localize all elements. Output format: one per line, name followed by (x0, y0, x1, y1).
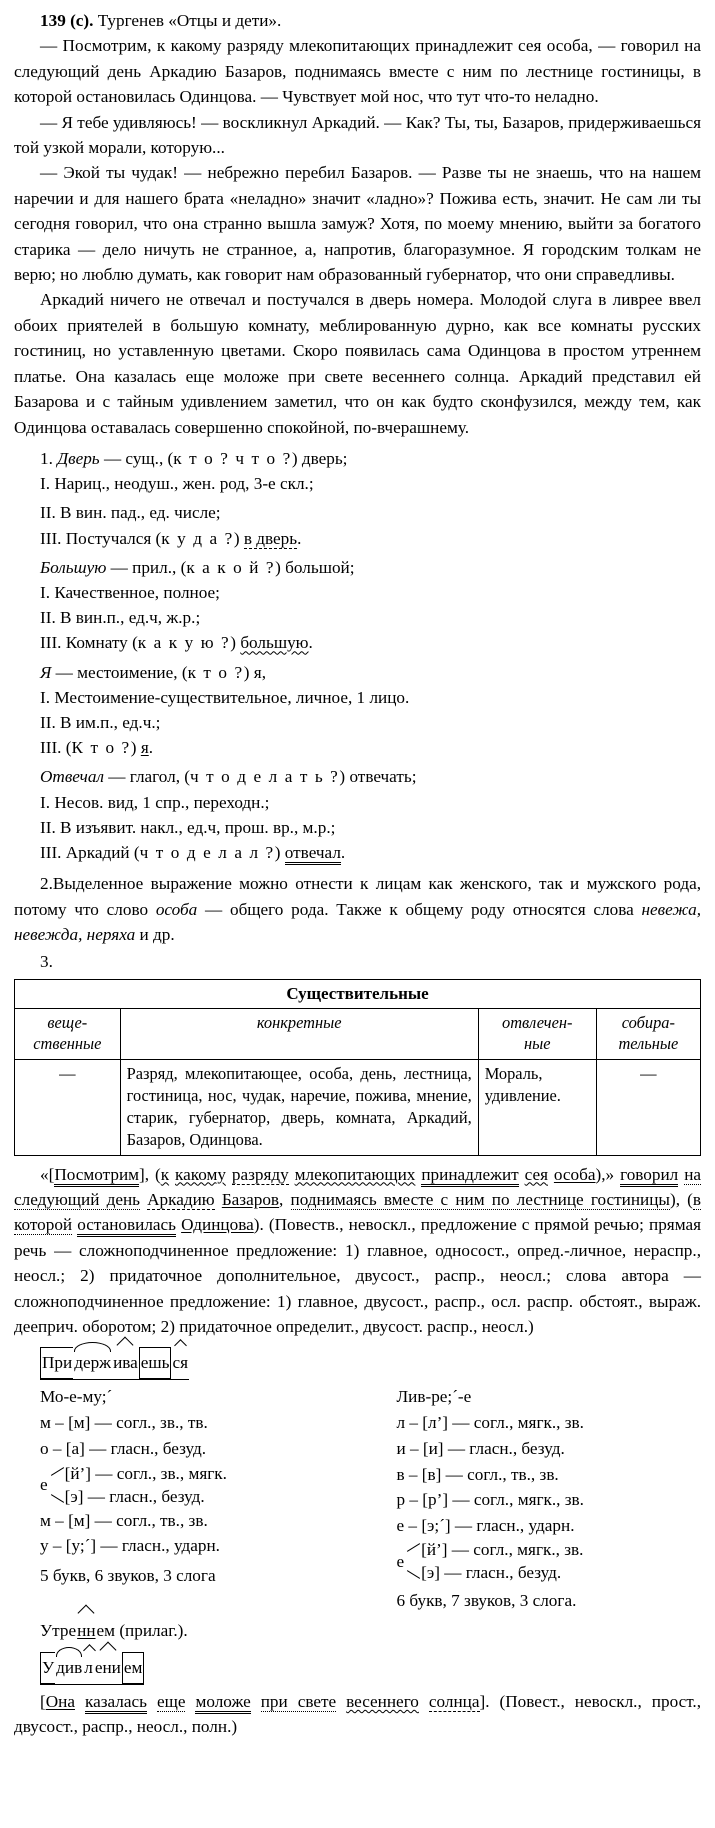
syntax-w-govoril: говорил (620, 1165, 678, 1187)
morph-head-ya (14, 660, 701, 685)
phonetic-branch-right (397, 1538, 584, 1584)
morph-syntax-prefix-ya: III. ( (40, 738, 72, 758)
phonetic-branch-bottom-left: [э] — гласн., безуд. (64, 1486, 205, 1506)
task-1-marker: 1. (40, 448, 53, 468)
morph-syntax-member-bolshuyu: большую (240, 633, 309, 653)
morpheme-tail-utrennem: ем (прилаг.). (96, 1620, 188, 1640)
morph-question-ya: к т о ? (187, 662, 244, 682)
morpheme-word-2 (40, 1616, 188, 1646)
syntax-w-podnimayas: поднимаясь вместе с ним по лестнице гостиницы (290, 1189, 670, 1209)
syntax-predicate-posmotrim: Посмотрим (54, 1165, 139, 1187)
morph-line-ya-II: II. В им.п., ед.ч.; (40, 712, 161, 732)
morpheme-ending: ешь (139, 1347, 172, 1379)
morph-syntax-mid-dver: ) (233, 528, 244, 548)
syntax-open-quote: « (40, 1164, 49, 1184)
morph-question-bolshuyu: к а к о й ? (186, 557, 276, 577)
morpheme-root: держ (73, 1348, 112, 1378)
morpheme-diagram-udivleniem (14, 1652, 701, 1685)
phonetic-branch-left (40, 1462, 227, 1508)
morpheme-word-3 (40, 1652, 144, 1685)
morpheme-root-div: див (55, 1653, 83, 1683)
morph-line-dver-III (14, 526, 701, 551)
phonetic-branch-top-right: [й’] — согл., мягк., зв. (421, 1540, 584, 1560)
passage-paragraph-3: — Экой ты чудак! — небрежно перебил Базаров. — Разве ты не знаешь, что на нашем наречии и для нашего брата «неладно» значит «ладно»? Пожива есть, значит. Не сам ли ты сегодня говорил, что она странно вышла замуж? Хотя, по моему мнению, выйти за богатого старика — дело ничуть не странное, а, напротив, благоразумное. Я городским толкам не верю; но люблю думать, как говорит нам образованный губернатор, что они справедливы. (14, 163, 701, 285)
morph-syntax-member-dver: в дверь (243, 528, 298, 548)
syntax-c2: ),» (595, 1164, 621, 1184)
table-header-otvlechennye: отвлечен- ные (478, 1008, 596, 1059)
morph-syntax-question-ya: К т о ? (71, 738, 131, 758)
morph-line-bolshuyu-I: I. Качественное, полное; (40, 582, 220, 602)
morph-syntax-prefix-dver: III. Постучался ( (40, 528, 162, 548)
morph-line-otvechal-II: II. В изъявит. накл., ед.ч, прош. вр., м.р.; (40, 817, 336, 837)
nouns-classification-table (14, 979, 701, 1156)
morph-rest-ya: — местоимение, ( (51, 662, 188, 682)
morph-head-dver (14, 446, 701, 471)
morph-syntax-suffix-bolshuyu: . (308, 633, 313, 653)
phonetic-row-right-1: л – [л’] — согл., мягк., зв. (396, 1413, 584, 1433)
task-1-block (14, 446, 701, 865)
exercise-heading (14, 8, 701, 33)
morph-rest-bolshuyu: — прил., ( (106, 557, 187, 577)
table-title-row (15, 979, 701, 1008)
final-close-bracket: ]. (479, 1691, 500, 1711)
syntax-w-arkadiyu: Аркадию (147, 1189, 215, 1209)
syntax-w-osoba: особа (553, 1164, 596, 1184)
table-header-veshchestvennye: веще- ственные (15, 1008, 121, 1059)
syntax-w-prinadlezhit: принадлежит (421, 1165, 518, 1187)
morph-tail-bolshuyu: ) большой; (275, 557, 355, 577)
morph-line-otvechal-I: I. Несов. вид, 1 спр., переходн.; (40, 792, 270, 812)
table-cell-sobiratelnye: — (596, 1059, 700, 1155)
syntax-w-kakomu: какому (175, 1164, 226, 1184)
phonetic-row-right-3: в – [в] — согл., тв., зв. (396, 1464, 559, 1484)
task-2-marker: 2. (40, 874, 53, 894)
morph-word-bolshuyu: Большую (40, 557, 107, 577)
morph-line-ya-III (14, 735, 701, 760)
syntax-parse-sentence: «[Посмотрим], (к какому разряду млекопитающих принадлежит сея особа),» говорил на следующий день Аркадию Базаров, поднимаясь вместе с ним по лестнице гостиницы), (в которой остановилась Одинцова). (Повеств., невоскл., предложение с прямой речью; прямая речь — сложноподчиненное предложение: 1) главное, односост., опред.-личное, нераспр., неосл.; 2) придаточное дополнительное, двусост., распр., неосл.; слова автора — сложноподчиненное предложение: 1) главное, двусост., распр., осл. распр. обстоят., выраж. дееприч. оборотом; 2) придаточное определит., двусост. распр., неосл.) (14, 1164, 702, 1337)
morph-syntax-suffix-dver: . (297, 528, 302, 548)
phonetic-branch-letter-right: е (396, 1551, 405, 1571)
syntax-w-ostanovilas: остановилась (77, 1215, 176, 1237)
syntax-c5: ). (253, 1215, 269, 1235)
phonetic-branch-top-left: [й’] — согл., зв., мягк. (64, 1463, 227, 1483)
table-cell-konkretnye: Разряд, млекопитающее, особа, день, лестница, гостиница, нос, чудак, наречие, пожива, мнение, старик, губернатор, дверь, комната, Аркадий, Базаров, Одинцова. (120, 1059, 478, 1155)
phonetic-total-left: 5 букв, 6 звуков, 3 слога (40, 1565, 216, 1585)
morpheme-suffix-eni: ени (94, 1653, 122, 1683)
table-header-row (15, 1008, 701, 1059)
final-sentence-parse (14, 1689, 701, 1740)
final-word-solntsa: солнца (428, 1691, 480, 1711)
table-title: Существительные (15, 979, 701, 1008)
phonetic-row-left-3: м – [м] — согл., тв., зв. (40, 1510, 208, 1530)
morph-syntax-question-bolshuyu: к а к у ю ? (137, 633, 231, 653)
phonetic-word-livree: Лив-ре;´-е (396, 1387, 472, 1407)
syntax-w-na-sleduyushchiy-den: на следующий день (14, 1164, 702, 1209)
morph-question-otvechal: ч т о д е л а т ь ? (190, 767, 340, 787)
table-header-konkretnye: конкретные (120, 1008, 478, 1059)
morpheme-stem-utre: Утре (40, 1620, 77, 1640)
morph-line-bolshuyu-II: II. В вин.п., ед.ч, ж.р.; (40, 608, 201, 628)
morph-question-dver: к т о ? ч т о ? (173, 448, 292, 468)
phonetic-column-left (40, 1384, 371, 1614)
syntax-w-v-kotoroy: в которой (14, 1189, 701, 1235)
phonetic-row-left-2: о – [а] — гласн., безуд. (40, 1439, 207, 1459)
phonetic-row-right-2: и – [и] — гласн., безуд. (396, 1439, 565, 1459)
table-header-sobiratelnye: собира- тельные (596, 1008, 700, 1059)
morph-syntax-prefix-bolshuyu: III. Комнату ( (40, 633, 138, 653)
phonetic-analysis-block (14, 1384, 701, 1614)
morpheme-suffix: ива (112, 1348, 139, 1378)
task-2-text-c: и др. (135, 924, 175, 944)
phonetic-total-right: 6 букв, 7 звуков, 3 слога. (396, 1591, 577, 1611)
passage-paragraph-1: — Посмотрим, к какому разряду млекопитающих принадлежит сея особа, — говорил на следующий день Аркадию Базаров, поднимаясь вместе с ним по лестнице гостиницы, в которой остановилась Одинцова. — Чувствует мой нос, что тут что-то неладно. (14, 36, 701, 107)
morpheme-ending-em: ем (122, 1652, 145, 1684)
morph-syntax-prefix-otvechal: III. Аркадий ( (40, 842, 140, 862)
morpheme-diagram-priderzhivaeshsya (14, 1347, 701, 1380)
morph-word-ya: Я (40, 662, 52, 682)
final-analysis-text: (Повест., невоскл., прост., двусост., распр., неосл., полн.) (14, 1691, 702, 1737)
morph-rest-otvechal: — глагол, ( (103, 767, 191, 787)
morph-line-dver-I: I. Нариц., неодуш., жен. род, 3-е скл.; (40, 474, 314, 494)
syntax-c4: ), ( (669, 1189, 693, 1209)
task-3-marker: 3. (40, 952, 53, 972)
phonetic-column-right (371, 1384, 702, 1614)
branch-lines-icon-left (49, 1462, 65, 1508)
morph-line-dver-II: II. В вин. пад., ед. числе; (40, 503, 221, 523)
morph-syntax-mid-bolshuyu: ) (230, 633, 241, 653)
morph-head-bolshuyu (14, 555, 701, 580)
morph-line-bolshuyu-III (14, 630, 701, 655)
morpheme-postfix: ся (171, 1348, 189, 1378)
morph-syntax-suffix-ya: . (148, 738, 154, 758)
table-cell-otvlechennye: Мораль, удивление. (478, 1059, 596, 1155)
final-word-vesennego: весеннего (346, 1691, 419, 1711)
syntax-w-mlekopitayushchih: млекопитающих (294, 1164, 416, 1184)
morph-tail-otvechal: ) отвечать; (339, 767, 417, 787)
morph-tail-dver: ) дверь; (291, 448, 348, 468)
final-subject-ona: Она (45, 1691, 75, 1711)
syntax-w-razryadu: разряду (231, 1164, 289, 1184)
morph-syntax-mid-otvechal: ) (274, 842, 285, 862)
morpheme-word-1 (40, 1347, 189, 1380)
morph-tail-ya: ) я, (243, 662, 266, 682)
phonetic-branch-bottom-right: [э] — гласн., безуд. (421, 1563, 562, 1583)
syntax-analysis-text: (Повеств., невоскл., предложение с прямой речью; прямая речь — сложноподчиненное предложение: 1) главное, односост., опред.-личное, нераспр., неосл.; 2) придаточное дополнительное, двусост., распр., неосл.; слова автора — сложноподчиненное предложение: 1) главное, двусост., распр., осл. распр. обстоят., выраж. дееприч. оборотом; 2) придаточное определит., двусост. распр., неосл.) (14, 1215, 701, 1337)
branch-lines-icon-right (405, 1538, 421, 1584)
morpheme-diagram-utrennem (14, 1616, 701, 1646)
morpheme-prefix-u: У (40, 1652, 55, 1684)
task-2-paragraph (14, 871, 701, 947)
final-word-molozhe: моложе (195, 1692, 250, 1714)
final-word-pri-svete: при свете (260, 1691, 337, 1711)
morph-syntax-question-dver: к у д а ? (161, 528, 234, 548)
morph-head-otvechal (14, 764, 701, 789)
morph-line-otvechal-III (14, 840, 701, 865)
syntax-w-bazarov: Базаров (221, 1189, 280, 1209)
phonetic-row-right-4: р – [р’] — согл., мягк., зв. (396, 1490, 584, 1510)
task-2-italic-words: невежа, невежда, неряха (14, 899, 701, 944)
syntax-w-k: к (160, 1164, 170, 1184)
task-2-italic-osoba: особа (155, 899, 198, 919)
phonetic-row-left-1: м – [м] — согл., зв., тв. (40, 1413, 208, 1433)
phonetic-branch-letter-left: е (40, 1475, 48, 1494)
phonetic-row-right-5: е – [э;´] — гласн., ударн. (396, 1515, 575, 1535)
phonetic-row-left-4: у – [у;´] — гласн., ударн. (40, 1536, 220, 1556)
exercise-number: 139 (c). (40, 11, 94, 30)
morph-rest-dver: — сущ., ( (99, 448, 174, 468)
morph-word-dver: Дверь (57, 448, 100, 468)
final-open-bracket: [ (40, 1691, 46, 1711)
morpheme-suffix-l: л (83, 1653, 94, 1683)
morpheme-suffix-nn: нн (76, 1616, 96, 1646)
syntax-c1: , ( (144, 1164, 161, 1184)
table-cell-veshchestvennye: — (15, 1059, 121, 1155)
bottom-analysis-block (14, 1616, 701, 1740)
task-2-text-b: — общего рода. Также к общему роду относятся слова (197, 899, 642, 919)
morph-syntax-member-ya: я (140, 738, 149, 758)
final-predicate-kazalas: казалась (85, 1692, 147, 1714)
syntax-c3: , (279, 1189, 291, 1209)
final-word-eshche: еще (156, 1691, 186, 1711)
morph-syntax-question-otvechal: ч т о д е л а л ? (139, 842, 275, 862)
syntax-w-seya: сея (524, 1164, 548, 1184)
morph-line-ya-I: I. Местоимение-существительное, личное, 1 лицо. (40, 687, 410, 707)
morph-word-otvechal: Отвечал (40, 767, 104, 787)
exercise-source: Тургенев «Отцы и дети». (97, 11, 282, 30)
morph-syntax-mid-ya: ) (130, 738, 141, 758)
morpheme-prefix: При (40, 1347, 73, 1379)
passage-paragraph-2: — Я тебе удивляюсь! — воскликнул Аркадий. — Как? Ты, ты, Базаров, придерживаешься той узкой морали, которую... (14, 112, 701, 158)
morph-syntax-suffix-otvechal: . (340, 842, 346, 862)
table-row (15, 1059, 701, 1155)
syntax-w-odintsova: Одинцова (181, 1215, 254, 1235)
passage-paragraph-4: Аркадий ничего не отвечал и постучался в дверь номера. Молодой слуга в ливрее ввел обоих приятелей в большую комнату, меблированную дурно, как все комнаты русских гостиниц, но уставленную цветами. Скоро появилась сама Одинцова в простом утреннем платье. Она казалась еще моложе при свете весеннего солнца. Аркадий представил ей Базарова и с тайным удивлением заметил, что он как будто сконфузился, между тем, как Одинцова оставалась совершенно спокойной, по-вчерашнему. (14, 290, 701, 437)
task-2-text-a: Выделенное выражение можно отнести к лицам как женского, так и мужского рода, потому что слово (14, 874, 701, 919)
morph-syntax-member-otvechal: отвечал (285, 843, 341, 865)
phonetic-word-moemu: Мо-е-му;´ (40, 1387, 113, 1407)
